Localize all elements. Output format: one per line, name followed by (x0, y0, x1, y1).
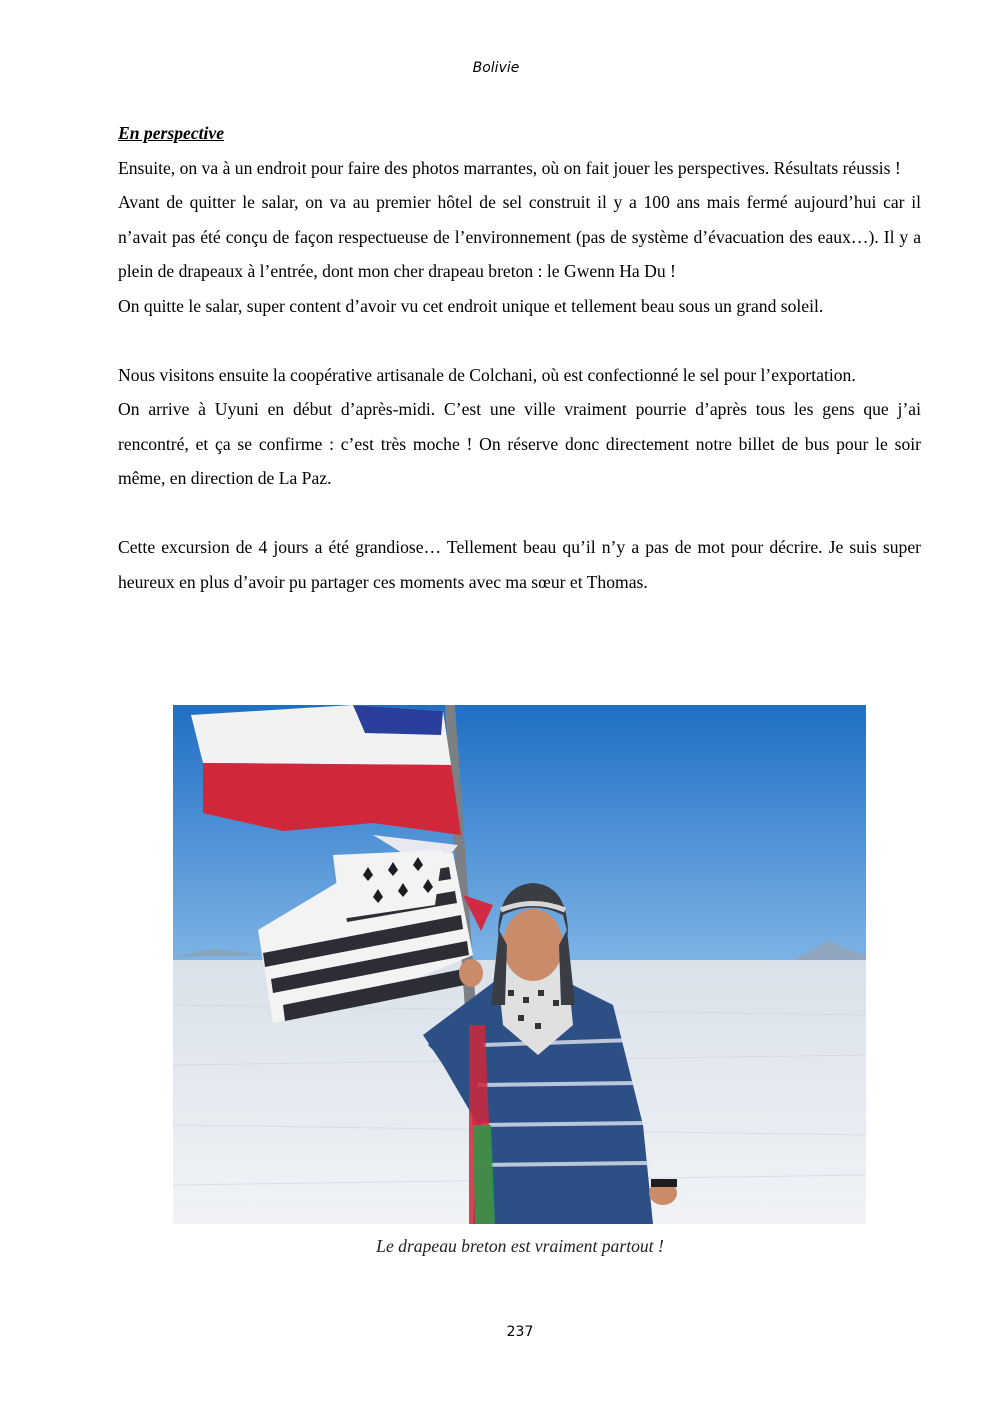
section-title: En perspective (118, 123, 225, 143)
paragraph-leave-salar: On quitte le salar, super content d’avoir vu cet endroit unique et tellement beau sous un grand soleil. (118, 295, 824, 316)
paragraph-hotel: Avant de quitter le salar, on va au premier hôtel de sel construit il y a 100 ans mais fermé aujourd’hui car il n’avait pas été conçu de façon respectueuse de l’environnement (pas de système d’évacuation des eaux…). Il y a plein de drapeaux à l’entrée, dont mon cher drapeau breton : le Gwenn Ha Du ! (118, 192, 921, 281)
paragraph-gap (118, 496, 921, 531)
paragraph-colchani: Nous visitons ensuite la coopérative artisanale de Colchani, où est confectionné le sel pour l’exportation. (118, 364, 856, 385)
running-header: Bolivie (472, 60, 520, 76)
paragraph-gap (118, 323, 921, 358)
page-number: 237 (506, 1324, 534, 1340)
body-text (118, 116, 921, 599)
red-white-flag (191, 705, 461, 835)
paragraph-uyuni: On arrive à Uyuni en début d’après-midi. C’est une ville vraiment pourrie d’après tous les gens que j’ai rencontré, et ça se confirme : c’est très moche ! On réserve donc directement notre billet de bus pour le soir même, en direction de La Paz. (118, 399, 921, 488)
figure-caption: Le drapeau breton est vraiment partout ! (376, 1236, 664, 1256)
photo-breton-flag (173, 705, 866, 1224)
paragraph-conclusion: Cette excursion de 4 jours a été grandiose… Tellement beau qu’il n’y a pas de mot pour décrire. Je suis super heureux en plus d’avoir pu partager ces moments avec ma sœur et Thomas. (118, 537, 921, 592)
paragraph-photos: Ensuite, on va à un endroit pour faire des photos marrantes, où on fait jouer les perspectives. Résultats réussis ! (118, 157, 901, 178)
